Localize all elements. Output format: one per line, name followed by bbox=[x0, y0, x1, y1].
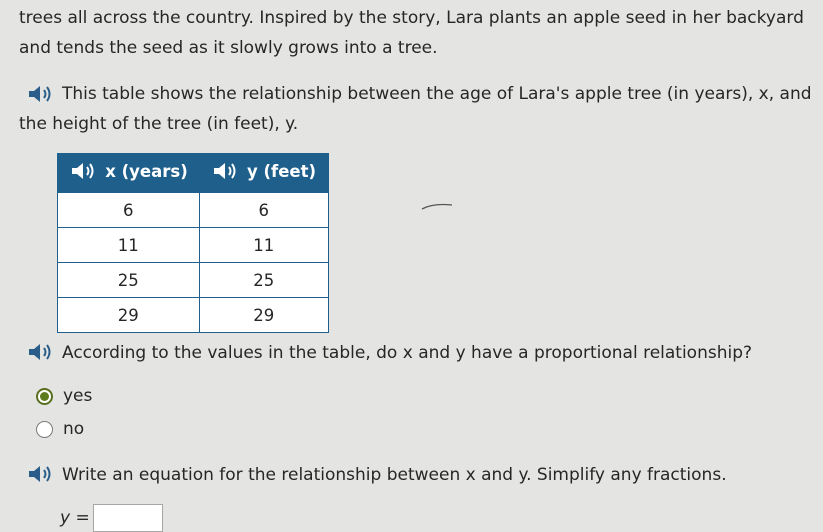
table-row bbox=[58, 298, 329, 333]
option-yes[interactable] bbox=[36, 386, 92, 406]
table-cell-y: 6 bbox=[199, 193, 329, 228]
speaker-icon[interactable] bbox=[26, 341, 56, 363]
table-header-x bbox=[58, 154, 200, 193]
speaker-icon[interactable] bbox=[26, 463, 56, 485]
equation-answer-input[interactable] bbox=[93, 504, 163, 532]
table-intro-line-1: This table shows the relationship between the age of Lara's apple tree (in years), x, and bbox=[62, 84, 812, 104]
speaker-icon[interactable] bbox=[211, 160, 241, 182]
table-cell-x: 6 bbox=[58, 193, 200, 228]
table-intro-line-2: the height of the tree (in feet), y. bbox=[19, 114, 299, 134]
pencil-mark bbox=[421, 201, 453, 211]
table-row bbox=[58, 193, 329, 228]
equation-prefix: y = bbox=[60, 508, 90, 528]
option-no[interactable] bbox=[36, 419, 84, 439]
option-yes-label: yes bbox=[63, 386, 93, 406]
radio-button-selected[interactable] bbox=[36, 388, 53, 405]
table-cell-y: 11 bbox=[199, 228, 329, 263]
table-cell-x: 25 bbox=[58, 263, 200, 298]
question2-text: Write an equation for the relationship between x and y. Simplify any fractions. bbox=[62, 465, 727, 485]
header-x-label: x (years) bbox=[105, 161, 188, 181]
intro-line-2: and tends the seed as it slowly grows into a tree. bbox=[19, 38, 438, 58]
question1-text: According to the values in the table, do x and y have a proportional relationship? bbox=[62, 343, 753, 363]
speaker-icon[interactable] bbox=[26, 83, 56, 105]
table-cell-x: 29 bbox=[58, 298, 200, 333]
table-cell-y: 25 bbox=[199, 263, 329, 298]
speaker-icon[interactable] bbox=[69, 160, 99, 182]
table-row bbox=[58, 228, 329, 263]
table-row bbox=[58, 263, 329, 298]
table-header-y bbox=[199, 154, 329, 193]
table-cell-x: 11 bbox=[58, 228, 200, 263]
option-no-label: no bbox=[63, 419, 85, 439]
data-table bbox=[57, 153, 329, 333]
table-cell-y: 29 bbox=[199, 298, 329, 333]
radio-button[interactable] bbox=[36, 421, 53, 438]
header-y-label: y (feet) bbox=[246, 161, 317, 181]
intro-line-1: trees all across the country. Inspired by the story, Lara plants an apple seed in her backyard bbox=[19, 8, 804, 28]
